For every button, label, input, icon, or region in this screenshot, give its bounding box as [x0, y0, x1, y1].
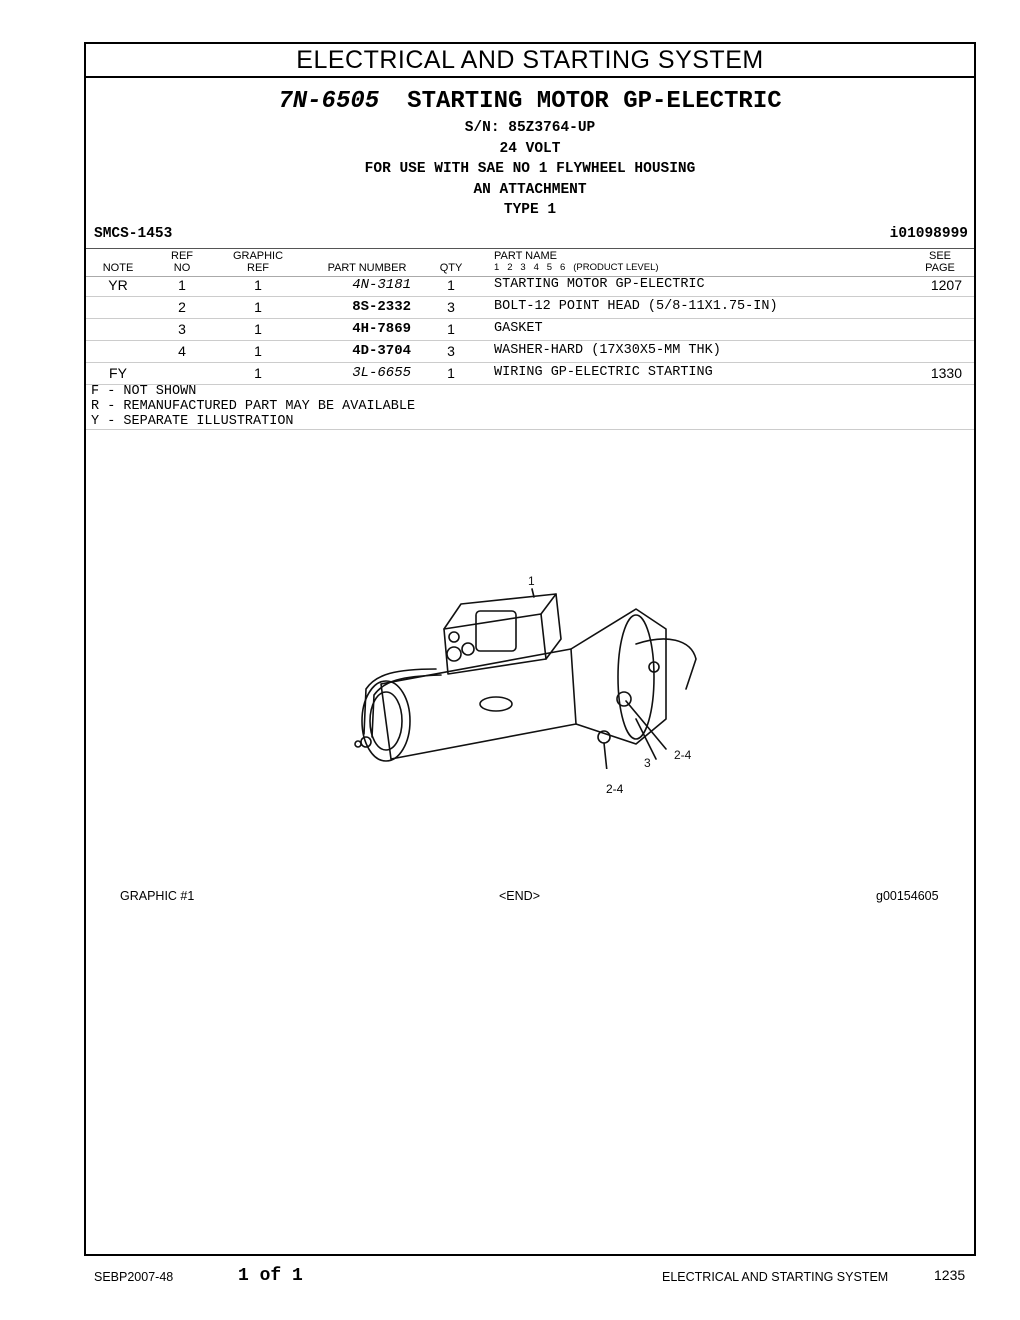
- header-ref-top: REF: [171, 250, 193, 262]
- callout-2-4-b: 2-4: [606, 782, 624, 796]
- footer-page-number: 1235: [934, 1267, 966, 1283]
- header-part-name: [494, 250, 659, 274]
- row-graphic-ref: 1: [254, 343, 262, 359]
- header-product-level: 1 2 3 4 5 6 (PRODUCT LEVEL): [494, 262, 659, 273]
- terminal-stud: [355, 741, 361, 747]
- name-plate: [480, 697, 512, 711]
- table-header: [86, 248, 974, 277]
- header-see-top: SEE: [928, 250, 951, 262]
- header-see-page: [920, 250, 960, 274]
- footer-page-of: 1 of 1: [238, 1266, 303, 1286]
- row-see-page[interactable]: 1207: [930, 277, 962, 293]
- row-part-name: BOLT-12 POINT HEAD (5/8-11X1.75-IN): [494, 299, 778, 314]
- footer-doc-id: SEBP2007-48: [94, 1270, 174, 1284]
- row-see-page[interactable]: 1330: [930, 365, 962, 381]
- header-ref-no: [160, 250, 204, 274]
- row-note: YR: [108, 277, 128, 293]
- type-note: TYPE 1: [503, 202, 557, 218]
- row-part-number[interactable]: 4D-3704: [352, 343, 411, 359]
- row-qty: 1: [447, 277, 455, 293]
- header-note: NOTE: [102, 262, 134, 274]
- row-ref-no: 1: [178, 277, 186, 293]
- header-qty: QTY: [439, 262, 463, 274]
- section-title: ELECTRICAL AND STARTING SYSTEM: [86, 44, 974, 78]
- header-graphic-ref: [228, 250, 288, 274]
- footer-section: ELECTRICAL AND STARTING SYSTEM: [662, 1270, 889, 1284]
- row-note: FY: [109, 365, 127, 381]
- note-separate-illustration: Y - SEPARATE ILLUSTRATION: [91, 414, 294, 429]
- row-ref-no: 3: [178, 321, 186, 337]
- solenoid-terminal-3: [449, 632, 459, 642]
- solenoid-cap: [476, 611, 516, 651]
- illustration-id: i01098999: [889, 226, 968, 242]
- row-part-number[interactable]: 3L-6655: [352, 365, 411, 381]
- row-graphic-ref: 1: [254, 365, 262, 381]
- smcs-code: SMCS-1453: [94, 226, 173, 242]
- legend-notes: [91, 384, 974, 429]
- starting-motor-illustration: [336, 549, 716, 769]
- end-marker: <END>: [499, 889, 540, 903]
- table-row: [86, 363, 974, 385]
- table-row: [86, 341, 974, 363]
- row-graphic-ref: 1: [254, 277, 262, 293]
- row-part-name: GASKET: [494, 321, 543, 336]
- group-title: [86, 88, 974, 115]
- usage-note: FOR USE WITH SAE NO 1 FLYWHEEL HOUSING: [364, 161, 696, 177]
- row-qty: 3: [447, 343, 455, 359]
- group-part-number[interactable]: 7N-6505: [278, 88, 380, 115]
- row-ref-no: 2: [178, 299, 186, 315]
- row-part-name: WASHER-HARD (17X30X5-MM THK): [494, 343, 721, 358]
- attachment-note: AN ATTACHMENT: [473, 181, 587, 198]
- note-not-shown: F - NOT SHOWN: [91, 384, 197, 399]
- header-part-name-top: PART NAME: [494, 250, 557, 262]
- row-qty: 1: [447, 321, 455, 337]
- row-ref-no: 4: [178, 343, 186, 359]
- row-graphic-ref: 1: [254, 299, 262, 315]
- row-part-number[interactable]: 8S-2332: [352, 299, 411, 315]
- serial-range: S/N: 85Z3764-UP: [464, 120, 596, 136]
- callout-3: 3: [644, 756, 651, 769]
- row-qty: 1: [447, 365, 455, 381]
- solenoid-housing: [444, 614, 546, 674]
- graphic-caption: GRAPHIC #1: [120, 889, 195, 903]
- note-remanufactured: R - REMANUFACTURED PART MAY BE AVAILABLE: [91, 399, 416, 414]
- page-frame: [84, 42, 976, 1256]
- graphic-id: g00154605: [876, 889, 939, 903]
- group-subtitle-block: [86, 118, 974, 221]
- voltage: 24 VOLT: [499, 140, 561, 157]
- divider: [86, 429, 974, 430]
- header-see-bottom: PAGE: [925, 262, 955, 274]
- callout-1: 1: [528, 574, 535, 588]
- row-part-name: WIRING GP-ELECTRIC STARTING: [494, 365, 713, 380]
- table-row: [86, 275, 974, 297]
- header-graphic-bottom: REF: [247, 262, 269, 274]
- table-row: [86, 319, 974, 341]
- header-part-number: PART NUMBER: [327, 262, 407, 274]
- header-graphic-top: GRAPHIC: [232, 250, 284, 262]
- row-part-name: STARTING MOTOR GP-ELECTRIC: [494, 277, 705, 292]
- solenoid-terminal: [447, 647, 461, 661]
- parts-table: [86, 275, 974, 385]
- header-ref-bottom: NO: [173, 262, 191, 274]
- table-row: [86, 297, 974, 319]
- leader-2-4b: [604, 743, 608, 769]
- callout-2-4-a: 2-4: [674, 748, 692, 762]
- row-part-number[interactable]: 4N-3181: [352, 277, 411, 293]
- group-name: STARTING MOTOR GP-ELECTRIC: [407, 88, 782, 115]
- row-part-number[interactable]: 4H-7869: [352, 321, 411, 337]
- motor-body: [381, 649, 576, 759]
- row-qty: 3: [447, 299, 455, 315]
- row-graphic-ref: 1: [254, 321, 262, 337]
- solenoid-terminal-2: [462, 643, 474, 655]
